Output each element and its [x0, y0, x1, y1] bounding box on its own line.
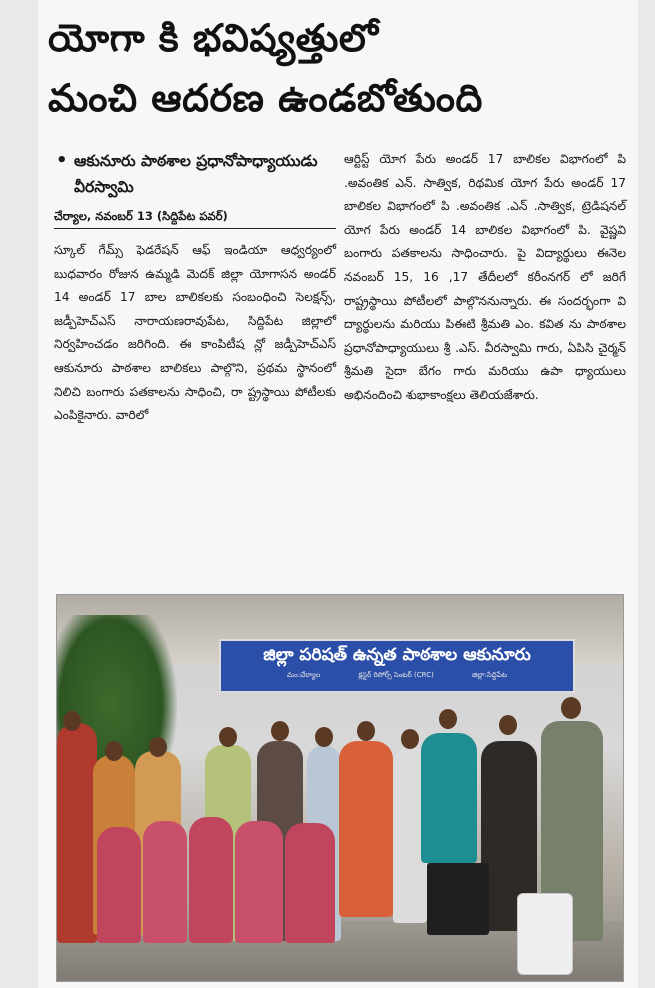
headline-line-1: యోగా కి భవిష్యత్తులో [48, 16, 379, 60]
photo-student [143, 821, 187, 943]
group-photo [56, 594, 624, 982]
photo-head [315, 727, 333, 747]
photo-student [97, 827, 141, 943]
left-column [54, 148, 336, 428]
photo-head [439, 709, 457, 729]
headline-line-2: మంచి ఆదరణ ఉండబోతుంది [48, 76, 483, 120]
photo-person [339, 741, 393, 917]
photo-head [357, 721, 375, 741]
headline [48, 8, 630, 128]
photo-student [189, 817, 233, 943]
banner-right-text: జిల్లా:సిద్దిపేట [472, 671, 508, 679]
article-body-left: స్కూల్ గేమ్స్ ఫెడరేషన్ ఆఫ్ ఇండియా ఆధ్వర్యంలో బుధవారం రోజున ఉమ్మడి మెదక్ జిల్లా యోగాసన అండర్ 14 అండర్ 17 బాల బాలికలకు సంబంధించి సెలక్షన్స్, జడ్పీహెచ్ఎస్ నారాయణరావుపేట, సిద్దిపేట జిల్లాలో నిర్వహించడం జరిగింది. ఈ కాంపిటీష న్లో జడ్పీహెచ్ఎస్ ఆకునూరు పాఠశాల బాలికలు పాల్గొని, ప్రథమ స్థానంలో నిలిచి బంగారు పతకాలను సాధించి, రా ష్ట్రస్థాయి పోటీలకు ఎంపికైనారు. వారిలో [54, 243, 336, 423]
banner-left-text: మం:చేర్యాల [286, 671, 321, 679]
photo-head [63, 711, 81, 731]
photo-head [149, 737, 167, 757]
newspaper-clipping [38, 0, 638, 988]
photo-person [421, 733, 477, 863]
photo-head [401, 729, 419, 749]
photo-speaker [427, 863, 489, 935]
photo-head [105, 741, 123, 761]
subheading-text: ఆకునూరు పాఠశాల ప్రధానోపాధ్యాయుడు వీరస్వామి [74, 152, 318, 196]
banner-center-text: క్లస్టర్ రిసోర్స్ సెంటర్ (CRC) [358, 671, 434, 679]
photo-student [235, 821, 283, 943]
photo-student [285, 823, 335, 943]
dateline: చేర్యాల, నవంబర్ 13 (సిద్దిపేట పవర్) [54, 206, 336, 229]
school-banner [219, 639, 575, 693]
bullet-icon: • [56, 150, 68, 171]
article-body-right: ఆర్టిస్ట్ యోగ పేరు అండర్ 17 బాలికల విభాగంలో పి .అవంతిక ఎన్. సాత్విక, రిథమిక యోగ పేరు అండర్ 17 బాలికల విభాగంలో పి .అవంతిక .ఎన్ .సాత్విక, ట్రెడిషనల్ యోగ పేరు అండర్ 14 బాలికల విభాగంలో పి. వైష్ణవి బంగారు పతకాలను సాధించారు. పై విద్యార్థులు ఈనెల నవంబర్ 15, 16 ,17 తేదీలలో కరీంనగర్ లో జరిగే రాష్ట్రస్థాయి పోటీలలో పాల్గొననున్నారు. ఈ సందర్భంగా వి ద్యార్థులను మరియు పిఈటి శ్రీమతి ఎం. కవిత ను పాఠశాల ప్రధానోపాధ్యాయులు శ్రీ .ఎస్. వీరస్వామి గారు, ఏపిసి చైర్మన్ శ్రీమతి సైదా బేగం గారు మరియు ఉపా ధ్యాయులు అభినందించి శుభాకాంక్షలు తెలియజేశారు. [344, 152, 626, 402]
subheading [54, 148, 336, 200]
banner-subtitle [221, 669, 573, 681]
photo-head [219, 727, 237, 747]
photo-person [57, 723, 97, 943]
photo-head [561, 697, 581, 719]
photo-head [271, 721, 289, 741]
photo-head [499, 715, 517, 735]
banner-title: జిల్లా పరిషత్ ఉన్నత పాఠశాల ఆకునూరు [263, 645, 531, 665]
photo-water-jug [517, 893, 573, 975]
